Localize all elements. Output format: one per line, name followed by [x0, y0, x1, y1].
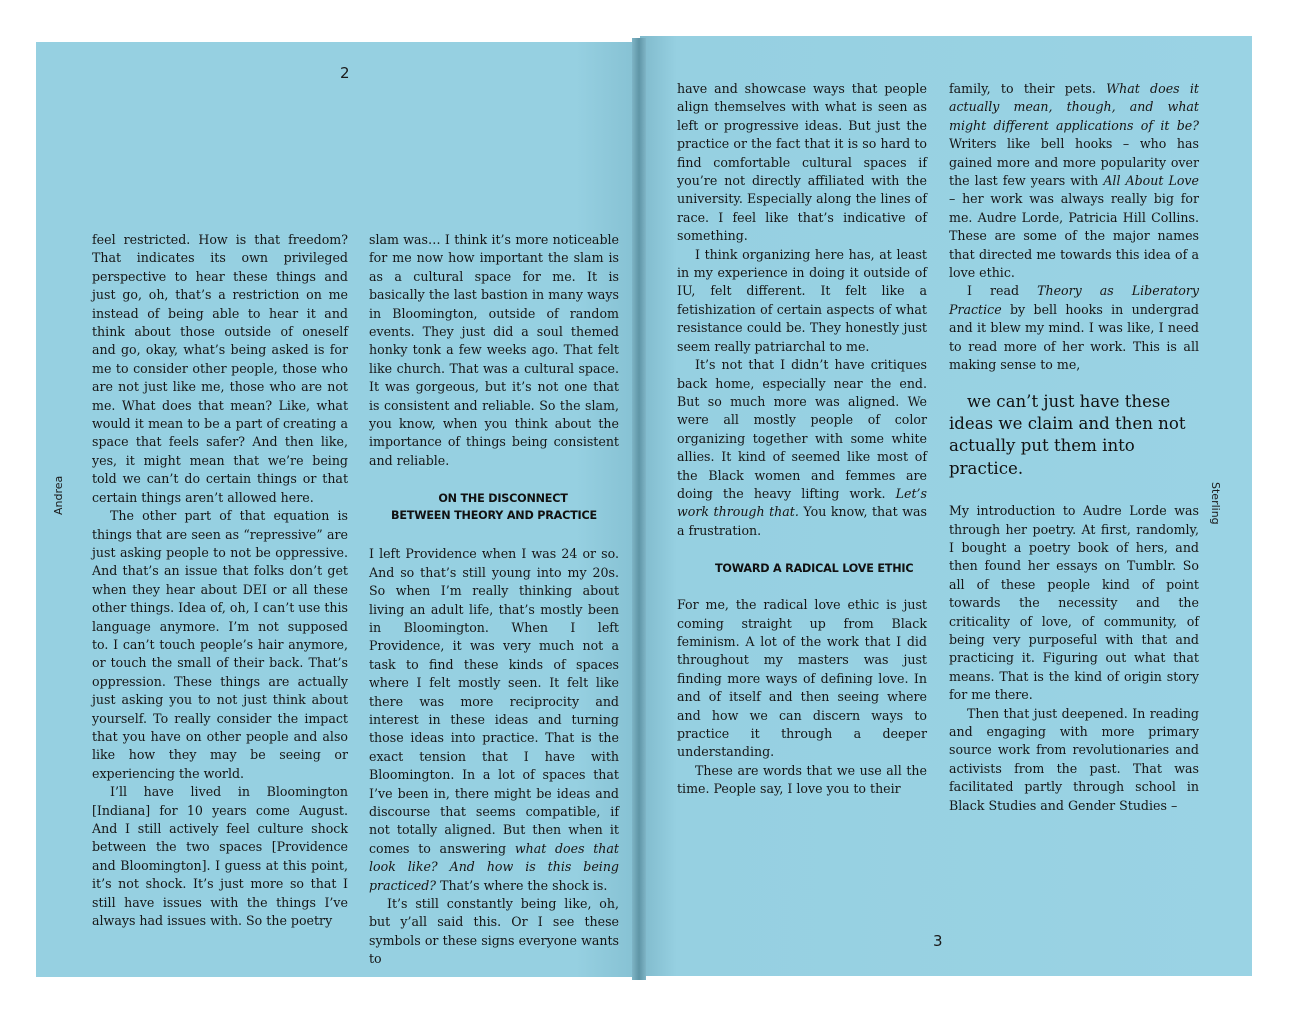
paragraph — [949, 80, 1199, 282]
paragraph: feel restricted. How is that freedom? That indicates its own privileged perspective to hear these things and just go, oh, that’s a restriction on me instead of being able to hear it and think about those outside of oneself and go, okay, what’s being asked is for me to consider other people, those who are not just like me, those who are not me. What does that mean? Like, what would it mean to be a part of creating a space that feels safer? And then like, yes, it might mean that we’re being told we can’t do certain things or that certain things aren’t allowed here. — [92, 232, 348, 505]
paragraph: I think organizing here has, at least in my experience in doing it outside of IU, felt different. It felt like a fetishization of certain aspects of what resistance could be. They honestly just seem really patriarchal to me. — [677, 246, 927, 354]
text-run: It’s not that I didn’t have critiques back home, especially near the end. But so much more was aligned. We were all mostly people of color organizing together with some white allies. It kind of seemed like most of the Black women and femmes are doing the heavy lifting work. — [677, 357, 927, 501]
paragraph — [677, 356, 927, 540]
paragraph: My introduction to Audre Lorde was through her poetry. At first, randomly, I bought a poetry book of hers, and then found her essays on Tumblr. So all of these people kind of point towards the necessity and the criticality of love, of community, of being very purposeful with that and practicing it. Figuring out what that means. That is the kind of origin story for me there. — [949, 503, 1199, 703]
text-run: Writers like bell hooks – who has gained more and more popularity over the last few years with — [949, 136, 1199, 189]
text-run: You know, that was a frustration. — [677, 504, 927, 538]
heading-line: ON THE DISCONNECT — [438, 492, 568, 506]
paragraph: For me, the radical love ethic is just coming straight up from Black feminism. A lot of the work that I did throughout my masters was just finding more ways of defining love. In and of itself and then seeing where and how we can discern ways to practice it through a deeper understanding. — [677, 597, 927, 760]
left-column-1 — [92, 231, 348, 930]
text-run: by bell hooks in undergrad and it blew my mind. I was like, I need to read more of her work. This is all making sense to me, — [949, 301, 1199, 373]
page-number-right: 3 — [933, 932, 943, 950]
paragraph: have and showcase ways that people align themselves with what is seen as left or progressive ideas. But just the practice or the fact that it is so hard to find comfortable cultural spaces if you’re not directly affiliated with the university. Especially along the lines of race. I feel like that’s indicative of something. — [677, 81, 927, 244]
right-column-2 — [949, 80, 1199, 815]
spine-gutter — [632, 38, 646, 980]
left-column-2 — [369, 231, 619, 969]
paragraph — [949, 282, 1199, 374]
page-number-left: 2 — [340, 64, 350, 82]
text-run: – her work was always really big for me. Audre Lorde, Patricia Hill Collins. These are some of the major names that directed me towards this idea of a love ethic. — [949, 191, 1199, 281]
paragraph: These are words that we use all the time. People say, I love you to their — [677, 762, 927, 797]
text-run: I left Providence when I was 24 or so. And so that’s still young into my 20s. So when I’m really thinking about living an adult life, that’s mostly been in Bloomington. When I left Providence, it was very much not a task to find these kinds of spaces where I felt mostly seen. It felt like there was more reciprocity and interest in these ideas and turning those ideas into practice. That is the exact tension that I have with Bloomington. In a lot of spaces that I’ve been in, there might be ideas and discourse that seems compatible, if not totally aligned. But then when it comes to answering — [369, 546, 619, 856]
italic-text: All About Love — [1103, 173, 1199, 189]
text-run: I read — [967, 283, 1038, 299]
section-heading: TOWARD A RADICAL LOVE ETHIC — [715, 562, 914, 576]
paragraph: It’s still constantly being like, oh, but y’all said this. Or I see these symbols or these signs everyone wants to — [369, 896, 619, 967]
side-name-left: Andrea — [52, 475, 65, 515]
paragraph: I’ll have lived in Bloomington [Indiana] for 10 years come August. And I still actively feel culture shock between the two spaces [Providence and Bloomington]. I guess at this point, it’s not shock. It’s just more so that I still have issues with the things I’ve always had issues with. So the poetry — [92, 784, 348, 929]
right-column-1 — [677, 80, 927, 799]
side-name-right: Sterling — [1209, 482, 1222, 525]
paragraph: slam was… I think it’s more noticeable for me now how important the slam is as a cultural space for me. It is basically the last bastion in many ways in Bloomington, outside of random events. They just did a soul themed honky tonk a few weeks ago. That felt like church. That was a cultural space. It was gorgeous, but it’s not one that is consistent and reliable. So the slam, you know, when you think about the importance of things being consistent and reliable. — [369, 232, 619, 468]
italic-text: Theory as Liberatory Practice — [949, 283, 1199, 317]
paragraph: The other part of that equation is things that are seen as “repressive” are just asking people to not be oppressive. And that’s an issue that folks don’t get when they hear about DEI or all these other things. Idea of, oh, I can’t use this language anymore. I’m not supposed to. I can’t touch people’s hair anymore, or touch the small of their back. That’s oppression. These things are actually just asking you to not just think about yourself. To really consider the impact that you have on other people and also like how they may be seeing or experiencing the world. — [92, 508, 348, 781]
text-run: family, to their pets. — [949, 81, 1107, 96]
italic-text: What does it actually mean, though, and what might different applications of it be? — [949, 81, 1199, 133]
italic-text: what does that look like? And how is this being practiced? — [369, 840, 619, 893]
paragraph — [369, 545, 619, 895]
italic-text: Let’s work through that. — [677, 485, 927, 520]
text-run: That’s where the shock is. — [436, 877, 608, 893]
heading-line: BETWEEN THEORY AND PRACTICE — [391, 509, 597, 523]
paragraph: Then that just deepened. In reading and engaging with more primary source work from revolutionaries and activists from the past. That was facilitated partly through school in Black Studies and Gender Studies – — [949, 705, 1199, 813]
section-heading — [369, 490, 619, 524]
pull-quote: we can’t just have these ideas we claim and then not actually put them into practice. — [949, 391, 1186, 478]
